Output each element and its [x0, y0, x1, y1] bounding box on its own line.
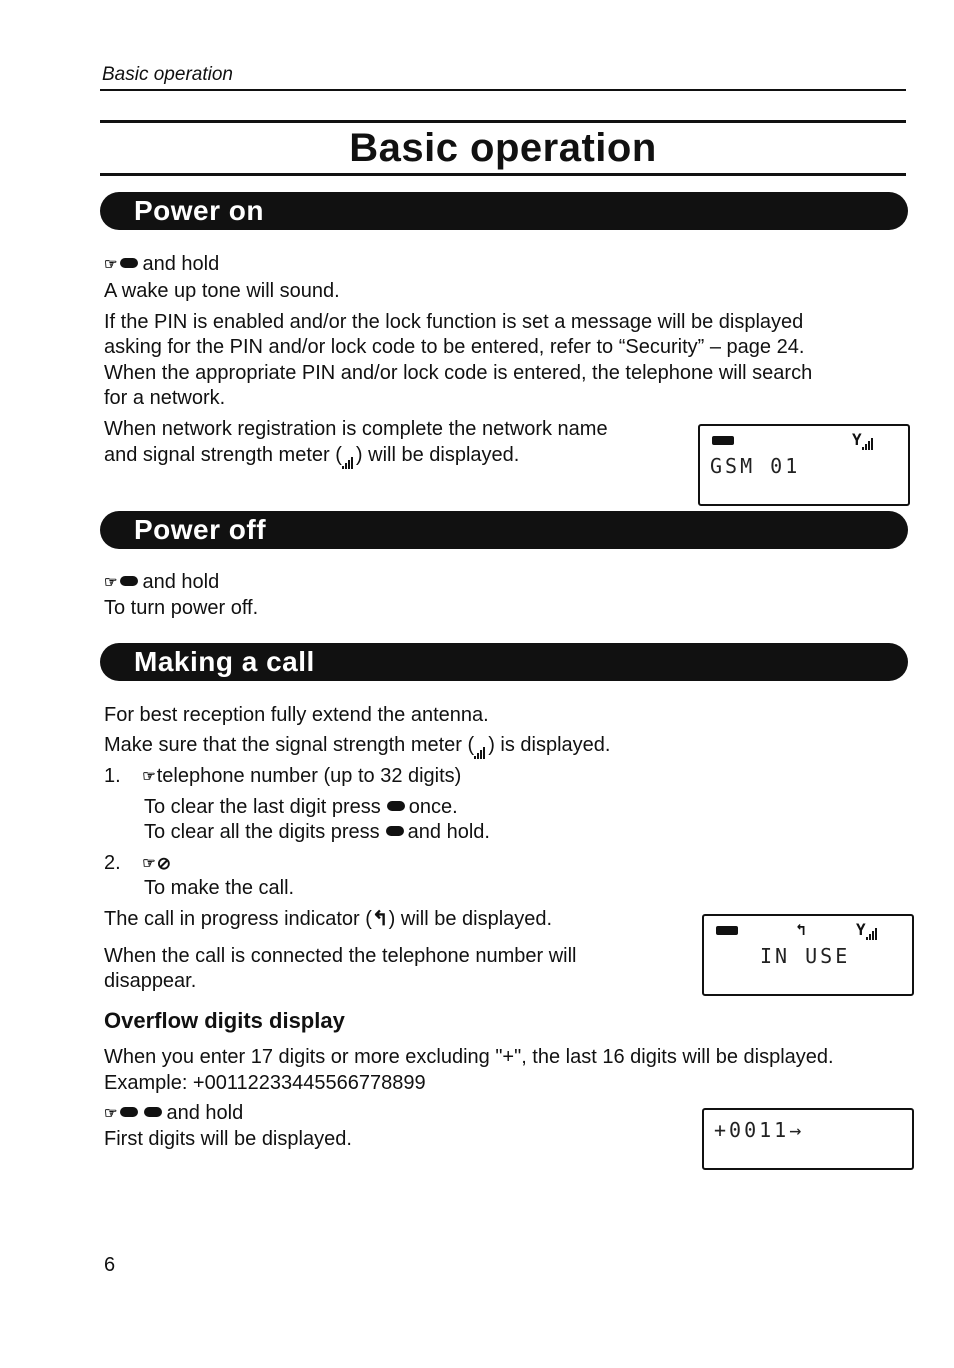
- power-on-line: When the appropriate PIN and/or lock code is entered, the telephone will search: [104, 362, 813, 384]
- overflow-step: ☞ and hold: [104, 1102, 244, 1124]
- running-header: Basic operation: [102, 64, 233, 85]
- power-key-icon: [120, 576, 138, 586]
- call-line: The call in progress indicator (↰) will be displayed.: [104, 908, 553, 930]
- power-on-line: When network registration is complete the network name: [104, 418, 608, 440]
- lcd-status: IN USE: [760, 944, 851, 968]
- overflow-line: When you enter 17 digits or more excluding "+", the last 16 digits will be displayed.: [104, 1046, 834, 1068]
- call-line: For best reception fully extend the antenna.: [104, 704, 489, 726]
- title-rule-bottom: [100, 173, 906, 176]
- antenna-signal-icon: Y: [856, 920, 880, 939]
- overflow-line: First digits will be displayed.: [104, 1128, 352, 1150]
- press-finger-icon: ☞: [104, 256, 117, 273]
- press-finger-icon: ☞: [142, 768, 155, 785]
- battery-icon: [716, 926, 738, 935]
- banner-power-on: [100, 192, 908, 230]
- lcd-display-gsm: [698, 424, 910, 506]
- call-step-1-sub: To clear the last digit press once.: [144, 796, 458, 818]
- clear-key-icon: [387, 801, 405, 811]
- banner-making-call: [100, 643, 908, 681]
- call-line: Make sure that the signal strength meter ( ) is displayed.: [104, 733, 610, 758]
- scroll-key-icon: [144, 1107, 162, 1117]
- title-rule-top: [100, 120, 906, 123]
- power-on-line: and signal strength meter ( ) will be displayed.: [104, 443, 519, 468]
- lcd-display-in-use: [702, 914, 914, 996]
- battery-icon: [712, 436, 734, 445]
- power-on-line: If the PIN is enabled and/or the lock function is set a message will be displayed: [104, 311, 804, 333]
- signal-meter-icon: [342, 444, 356, 456]
- antenna-signal-icon: Y: [852, 430, 876, 449]
- header-rule: [100, 89, 906, 91]
- signal-meter-icon: [474, 734, 488, 746]
- power-on-step: ☞ and hold: [104, 253, 220, 275]
- send-key-icon: ⊘: [156, 854, 171, 873]
- call-line: When the call is connected the telephone number will: [104, 945, 577, 967]
- press-finger-icon: ☞: [142, 855, 155, 872]
- call-step-1: 1. ☞ telephone number (up to 32 digits): [104, 765, 462, 787]
- lcd-display-overflow: [702, 1108, 914, 1170]
- call-step-2: 2. ☞ ⊘: [104, 852, 171, 874]
- banner-power-off: [100, 511, 908, 549]
- page-title: Basic operation: [349, 126, 657, 170]
- call-progress-icon: ↰: [796, 920, 806, 939]
- press-finger-icon: ☞: [104, 1105, 117, 1122]
- power-on-line: for a network.: [104, 387, 226, 409]
- power-key-icon: [120, 258, 138, 268]
- press-finger-icon: ☞: [104, 574, 117, 591]
- call-step-2-sub: To make the call.: [144, 877, 295, 899]
- lcd-network-name: GSM 01: [710, 454, 801, 478]
- call-progress-icon: ↰: [371, 908, 389, 930]
- call-line: disappear.: [104, 970, 197, 992]
- power-on-line: asking for the PIN and/or lock code to be entered, refer to “Security” – page 24.: [104, 336, 805, 358]
- power-off-line: To turn power off.: [104, 597, 259, 619]
- section-heading: Power on: [134, 195, 265, 226]
- page-number: 6: [104, 1254, 116, 1276]
- section-heading: Power off: [134, 514, 267, 545]
- clear-key-icon: [386, 826, 404, 836]
- power-off-step: ☞ and hold: [104, 571, 220, 593]
- call-step-1-sub: To clear all the digits press and hold.: [144, 821, 490, 843]
- scroll-key-icon: [120, 1107, 138, 1117]
- overflow-heading: Overflow digits display: [104, 1008, 345, 1033]
- overflow-line: Example: +00112233445566778899: [104, 1072, 426, 1094]
- power-on-line: A wake up tone will sound.: [104, 280, 340, 302]
- section-heading: Making a call: [134, 646, 315, 677]
- lcd-digits: +0011→: [714, 1118, 805, 1142]
